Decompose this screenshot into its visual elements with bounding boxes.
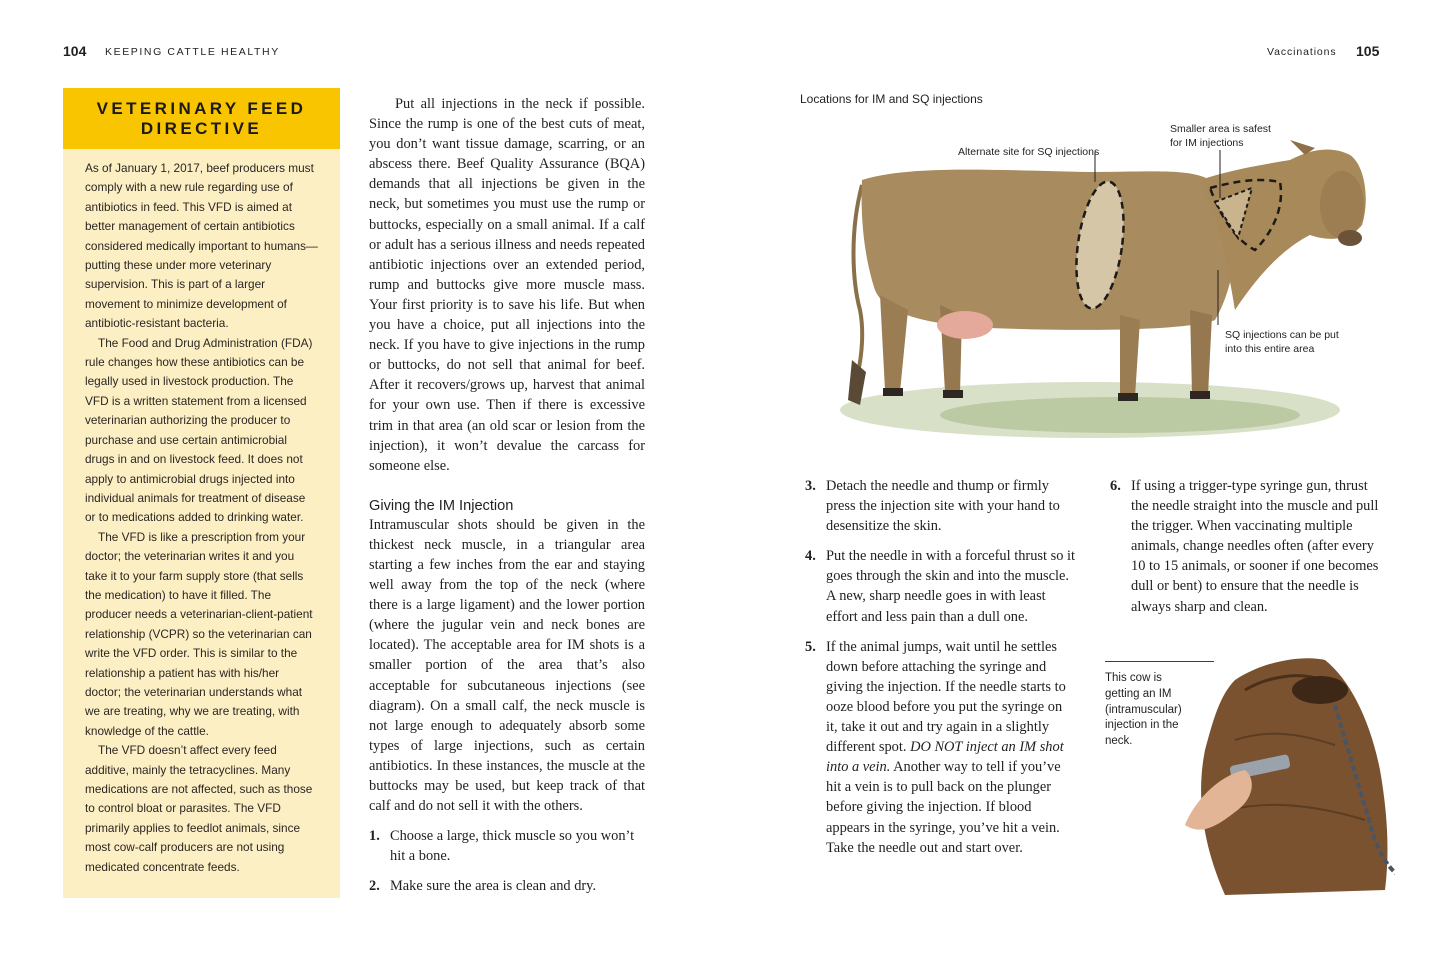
left-running-head: KEEPING CATTLE HEALTHY bbox=[105, 46, 280, 58]
cow-head bbox=[1320, 171, 1364, 239]
cow-figure-title: Locations for IM and SQ injections bbox=[800, 92, 983, 106]
cow-hoof bbox=[943, 390, 963, 398]
step-number: 2. bbox=[369, 878, 380, 895]
step-text: Choose a large, thick muscle so you won’t hit a bone. bbox=[390, 828, 635, 865]
label-alternate-sq: Alternate site for SQ injections bbox=[958, 146, 1100, 158]
cow-body bbox=[862, 170, 1239, 330]
step-text-part: If the animal jumps, wait until he settles down before attaching the syringe and giving the injection. If the needle starts to ooze blood before you put the syringe on it, take it out and try again in a slightly different spot. bbox=[826, 638, 1066, 756]
step-item bbox=[1110, 476, 1382, 617]
neck-figure-caption bbox=[1105, 671, 1182, 750]
step-text: If using a trigger-type syringe gun, thrust the needle straight into the muscle and pull the trigger. When vaccinating multiple animals, change needles often (after every 10 to 15 animals, or sooner if one becomes dull or bent) to ensure that the needle is always sharp and clean. bbox=[1131, 478, 1379, 615]
label-sq-line: SQ injections can be put bbox=[1225, 329, 1339, 341]
sidebar-paragraph: The VFD doesn’t affect every feed additive, mainly the tetracyclines. Many medications are not affected, such as those to control bloat or parasites. The VFD primarily applies to feedlot animals, since most cow-calf producers are not using medicated concentrate feeds. bbox=[85, 743, 313, 874]
sidebar-title-line1: VETERINARY FEED bbox=[96, 98, 307, 118]
cow-leg bbox=[880, 295, 908, 392]
cow-tail bbox=[854, 185, 863, 372]
cow-hoof bbox=[1118, 393, 1138, 401]
step-text bbox=[826, 637, 1077, 858]
neck-injection-illustration bbox=[1175, 650, 1395, 905]
vfd-sidebar bbox=[63, 88, 340, 898]
cow-udder bbox=[937, 311, 993, 339]
step-number: 6. bbox=[1110, 478, 1121, 494]
caption-line: neck. bbox=[1105, 735, 1133, 748]
sidebar-title-line2: DIRECTIVE bbox=[140, 118, 263, 138]
cow-muzzle bbox=[1338, 230, 1362, 246]
step-item bbox=[805, 637, 1077, 858]
cow-leg bbox=[1190, 310, 1212, 395]
right-running-head: Vaccinations bbox=[1267, 46, 1337, 58]
caption-line: injection in the bbox=[1105, 719, 1179, 732]
sidebar-paragraph: The Food and Drug Administration (FDA) rule changes how these antibiotics can be legally used in livestock production. The VFD is a written statement from a licensed veterinarian authorizing the producer to purchase and use certain antimicrobial drugs in and on livestock feed. It does not apply to antimicrobial drugs injected into individual animals for treatment of disease or to medications added to drinking water. bbox=[85, 335, 313, 525]
sidebar-body bbox=[63, 149, 340, 877]
caption-line: This cow is bbox=[1105, 672, 1162, 684]
label-sq-line: into this entire area bbox=[1225, 343, 1315, 355]
step-text-part: Another way to tell if you’ve hit a vein is to pull back on the plunger before giving the injection. If blood appears in the syringe, you’ve hit a vein. Take the needle out and start over. bbox=[826, 759, 1061, 856]
steps-column-left bbox=[805, 476, 1077, 858]
left-folio: 104 bbox=[63, 43, 87, 59]
cow-illustration bbox=[790, 110, 1390, 455]
halter bbox=[1292, 676, 1348, 704]
im-injection-subhead: Giving the IM Injection bbox=[369, 497, 514, 514]
step-text: Make sure the area is clean and dry. bbox=[390, 878, 597, 895]
step-warning: DO NOT inject an IM shot into a vein. bbox=[826, 739, 1064, 776]
step-item bbox=[805, 476, 1077, 536]
sidebar-paragraph: The VFD is like a prescription from your doctor; the veterinarian writes it and you take it to your farm supply store (that sells the medication) to have it filled. The producer needs a veterinarian-client-patient relationship (VCPR) so the veterinarian can write the VFD order. This is similar to the relationship a patient has with his/her doctor; the veterinarian understands what we are treating, why we are treating, with knowledge of the cattle. bbox=[85, 529, 313, 738]
step-item bbox=[369, 826, 645, 866]
step-number: 5. bbox=[805, 638, 816, 655]
sidebar-title bbox=[63, 88, 340, 149]
caption-line: getting an IM bbox=[1105, 687, 1172, 700]
main-column bbox=[369, 94, 645, 896]
im-paragraph: Intramuscular shots should be given in the thickest neck muscle, in a triangular area starting a few inches from the ear and staying well away from the top of the neck (where there is a large ligament) and the lower portion (where the jugular vein and neck bones are located). The acceptable area for IM shots is a smaller portion of the area that’s also acceptable for subcutaneous injections (see diagram). On a small calf, the neck muscle is not large enough to adequately absorb some types of large injections, such as certain antibiotics. In these instances, the muscle at the buttocks may be used, but keep track of that calf and do not sell it with the others. bbox=[369, 516, 645, 815]
sidebar-paragraph: As of January 1, 2017, beef producers must comply with a new rule regarding use of antibiotics in feed. This VFD is aimed at better management of certain antibiotics considered medically important to humans—putting these under more veterinary supervision. This is part of a larger movement to minimize development of antibiotic-resistant bacteria. bbox=[85, 161, 318, 331]
step-item bbox=[369, 876, 645, 896]
step-number: 3. bbox=[805, 478, 816, 494]
cow-hoof bbox=[883, 388, 903, 396]
step-text: Detach the needle and thump or firmly press the injection site with your hand to desensitize the skin. bbox=[826, 478, 1060, 535]
label-im-line: Smaller area is safest bbox=[1170, 123, 1271, 135]
intro-paragraph: Put all injections in the neck if possible. Since the rump is one of the best cuts of meat, you don’t want tissue damage, scarring, or an abscess there. Beef Quality Assurance (BQA) demands that all injections be given in the neck, but sometimes you must use the rump or buttocks, especially on a small animal. If a calf or adult has a serious illness and needs repeated antibiotic injections over an extended period, rump and buttocks give more muscle mass. Your first priority is to save his life. But when you have a choice, put all injections into the neck. If you have to give injections in the rump or buttocks, do not sell that animal for beef. After it recovers/grows up, harvest that animal for your own use. Then if there is excessive trim in that area (an old scar or lesion from the injection), it won’t devalue the carcass for someone else. bbox=[369, 96, 645, 474]
label-im-line: for IM injections bbox=[1170, 137, 1244, 149]
step-text: Put the needle in with a forceful thrust so it goes through the skin and into the muscle. A new, sharp needle goes in with least effort and less pain than a dull one. bbox=[826, 548, 1075, 625]
step-number: 4. bbox=[805, 548, 816, 565]
right-folio: 105 bbox=[1356, 43, 1380, 59]
step-number: 1. bbox=[369, 828, 380, 845]
steps-column-right bbox=[1110, 476, 1382, 617]
step-item bbox=[805, 546, 1077, 626]
caption-line: (intramuscular) bbox=[1105, 703, 1182, 716]
cow-hoof bbox=[1190, 391, 1210, 399]
grass-patch bbox=[940, 397, 1300, 433]
